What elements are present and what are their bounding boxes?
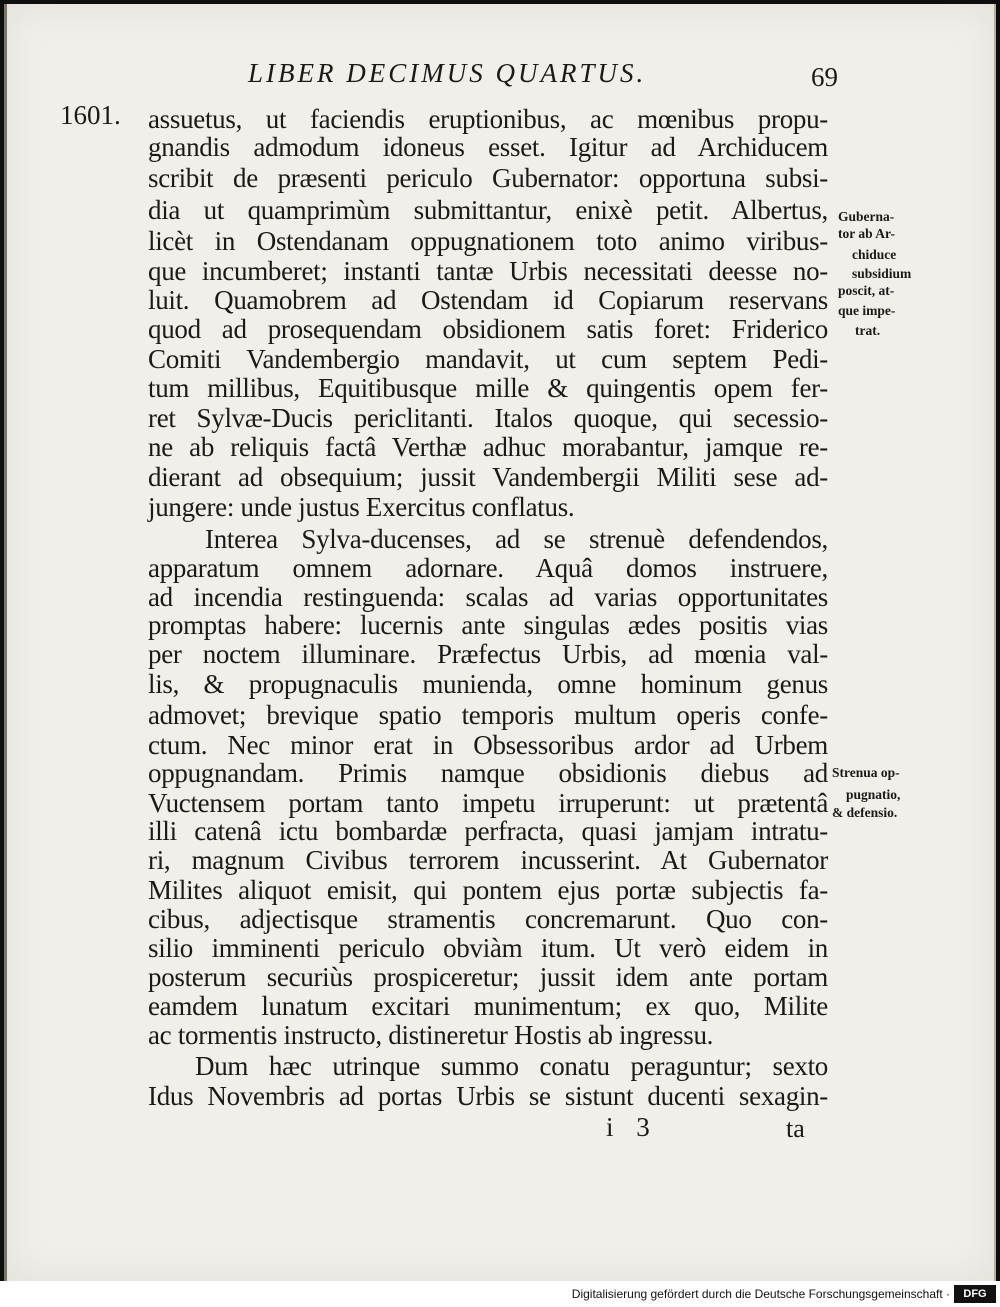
page-number: 69 (811, 62, 838, 92)
body-line: gnandis admodum idoneus esset. Igitur ad Archiducem (148, 132, 828, 162)
body-line: admovet; brevique spatio temporis multum operis confe- (148, 700, 828, 730)
body-line: silio imminenti periculo obviàm itum. Ut verò eidem in (148, 933, 828, 963)
body-line: scribit de præsenti periculo Gubernator: opportuna subsi- (148, 163, 828, 193)
dfg-logo: DFG (954, 1285, 996, 1303)
body-line: Comiti Vandembergio mandavit, ut cum septem Pedi- (148, 344, 828, 374)
body-line: illi catenâ ictu bombardæ perfracta, quasi jamjam intratu- (148, 816, 828, 846)
body-line: luit. Quamobrem ad Ostendam id Copiarum reservans (148, 285, 828, 315)
body-line: ret Sylvæ-Ducis periclitanti. Italos quoque, qui secessio- (148, 403, 828, 433)
body-line: per noctem illuminare. Præfectus Urbis, ad mœnia val- (148, 639, 828, 669)
margin-note-line: chiduce (852, 247, 897, 262)
body-line: lis, & propugnaculis munienda, omne hominum genus (148, 669, 828, 699)
body-line: ne ab reliquis factâ Verthæ adhuc morabantur, jamque re- (148, 432, 828, 462)
body-line: apparatum omnem adornare. Aquâ domos instruere, (148, 553, 828, 583)
signature-mark: i 3 (606, 1112, 658, 1142)
body-line: eamdem lunatum excitari munimentum; ex quo, Milite (148, 991, 828, 1021)
body-line: tum millibus, Equitibusque mille & quingentis opem fer- (148, 373, 828, 403)
running-head: LIBER DECIMUS QUARTUS. (248, 58, 647, 88)
paragraph-first-line: Dum hæc utrinque summo conatu peraguntur; sexto (195, 1051, 828, 1081)
paragraph-first-line: Interea Sylva-ducenses, ad se strenuè defendendos, (205, 524, 828, 554)
page-right-edge (994, 4, 996, 1281)
page-left-edge (4, 4, 7, 1281)
body-line: dia ut quamprimùm submittantur, enixè petit. Albertus, (148, 195, 828, 225)
body-line: dierant ad obsequium; jussit Vandembergii Militi sese ad- (148, 462, 828, 492)
body-line: oppugnandam. Primis namque obsidionis diebus ad (148, 758, 828, 788)
margin-note-line: Guberna- (838, 209, 895, 224)
body-line: jungere: unde justus Exercitus conflatus. (148, 492, 575, 522)
funding-credit: Digitalisierung gefördert durch die Deutsche Forschungsgemeinschaft · (571, 1287, 950, 1301)
body-line: cibus, adjectisque stramentis concremarunt. Quo con- (148, 904, 828, 934)
body-line: Vuctensem portam tanto impetu irruperunt: ut prætentâ (148, 788, 828, 818)
body-line: posterum securiùs prospiceretur; jussit idem ante portam (148, 962, 828, 992)
body-line: ac tormentis instructo, distineretur Hostis ab ingressu. (148, 1020, 714, 1050)
body-line: ad incendia restinguenda: scalas ad varias opportunitates (148, 582, 828, 612)
margin-note-line: subsidium (852, 266, 912, 281)
body-line: promptas habere: lucernis ante singulas ædes positis vias (148, 610, 828, 640)
digitization-footer (0, 1281, 1000, 1307)
body-line: Idus Novembris ad portas Urbis se sistunt ducenti sexagin- (148, 1081, 828, 1111)
margin-note-line: trat. (855, 323, 881, 338)
margin-note-line: pugnatio, (846, 787, 901, 802)
margin-note-line: que impe- (838, 303, 896, 318)
margin-note-line: Strenua op- (832, 765, 900, 780)
body-line: licèt in Ostendanam oppugnationem toto animo viribus- (148, 226, 828, 256)
body-line: que incumberet; instanti tantæ Urbis necessitati deesse no- (148, 256, 828, 286)
margin-note-line: & defensio. (832, 805, 898, 820)
margin-note-line: poscit, at- (838, 283, 895, 298)
body-line: ctum. Nec minor erat in Obsessoribus ardor ad Urbem (148, 730, 828, 760)
body-line: ri, magnum Civibus terrorem incusserint. At Gubernator (148, 845, 828, 875)
margin-year: 1601. (60, 100, 121, 130)
margin-note-line: tor ab Ar- (838, 226, 895, 241)
catchword: ta (786, 1114, 805, 1143)
body-line: quod ad prosequendam obsidionem satis foret: Friderico (148, 314, 828, 344)
body-line: assuetus, ut faciendis eruptionibus, ac mœnibus propu- (148, 104, 828, 134)
body-line: Milites aliquot emisit, qui pontem ejus portæ subjectis fa- (148, 875, 828, 905)
